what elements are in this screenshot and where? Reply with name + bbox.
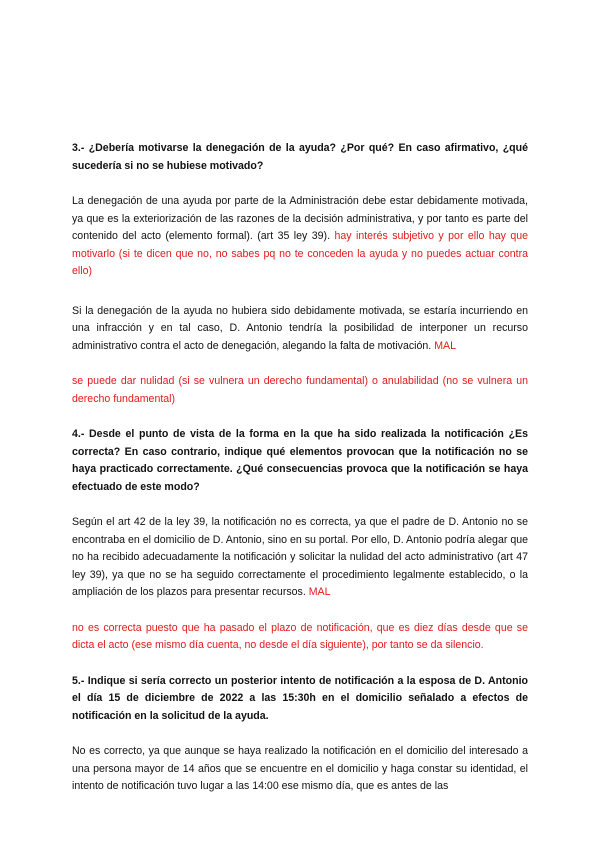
question-5: 5.- Indique si sería correcto un posterior intento de notificación a la esposa de D. Antonio el día 15 de diciembre de 2022 a las 15:30h en el domicilio señalado a efectos de notificación en la solicitud de la ayuda. bbox=[72, 674, 528, 722]
answer-3-consequence-text: Si la denegación de la ayuda no hubiera sido debidamente motivada, se estaría incurriendo en una infracción y en tal caso, D. Antonio tendría la posibilidad de interponer un recurso administrativo contra el acto de denegación, alegando la falta de motivación. bbox=[72, 304, 528, 352]
question-3: 3.- ¿Debería motivarse la denegación de la ayuda? ¿Por qué? En caso afirmativo, ¿qué sucedería si no se hubiese motivado? bbox=[72, 142, 528, 172]
answer-5-text: No es correcto, ya que aunque se haya realizado la notificación en el domicilio del interesado a una persona mayor de 14 años que se encuentre en el domicilio y haga constar su identidad, el intento de notificación tuvo lugar a las 14:00 ese mismo día, que es antes de las bbox=[72, 745, 528, 792]
answer-4-paragraph bbox=[72, 514, 528, 602]
answer-3-text: La denegación de una ayuda por parte de la Administración debe estar debidamente motivada, ya que es la exteriorización de las razones de la decisión administrativa, y por tanto es parte del contenido del acto (elemento formal). (art 35 ley 39). bbox=[72, 195, 528, 242]
answer-3-consequence-paragraph bbox=[72, 303, 528, 356]
answer-4-text: Según el art 42 de la ley 39, la notificación no es correcta, ya que el padre de D. Antonio no se encontraba en el domicilio de D. Antonio, sino en su portal. Por ello, D. Antonio podría alegar que no ha recibido adecuadamente la notificación y solicitar la nulidad del acto administrativo (art 47 ley 39), ya que no se ha seguido correctamente el procedimiento legalmente establecido, o la ampliación de los plazos para presentar recursos. bbox=[72, 516, 528, 598]
question-4: 4.- Desde el punto de vista de la forma en la que ha sido realizada la notificación ¿Es correcta? En caso contrario, indique qué elementos provocan que la notificación no se haya practicado correctamente. ¿Qué consecuencias provoca que la notificación se haya efectuado de este modo? bbox=[72, 428, 528, 493]
answer-4-correction: no es correcta puesto que ha pasado el plazo de notificación, que es diez días desde que se dicta el acto (ese mismo día cuenta, no desde el día siguiente), por tanto se da silencio. bbox=[72, 621, 528, 651]
answer-3-correction: se puede dar nulidad (si se vulnera un derecho fundamental) o anulabilidad (no se vulnera un derecho fundamental) bbox=[72, 375, 528, 405]
answer-3-annotation: hay interés subjetivo y por ello hay que motivarlo (si te dicen que no, no sabes pq no te conceden la ayuda y no puedes actuar contra ello) bbox=[72, 230, 529, 277]
answer-4-mark: MAL bbox=[305, 586, 331, 598]
answer-3-paragraph bbox=[72, 193, 528, 281]
answer-3-mark: MAL bbox=[431, 339, 456, 352]
